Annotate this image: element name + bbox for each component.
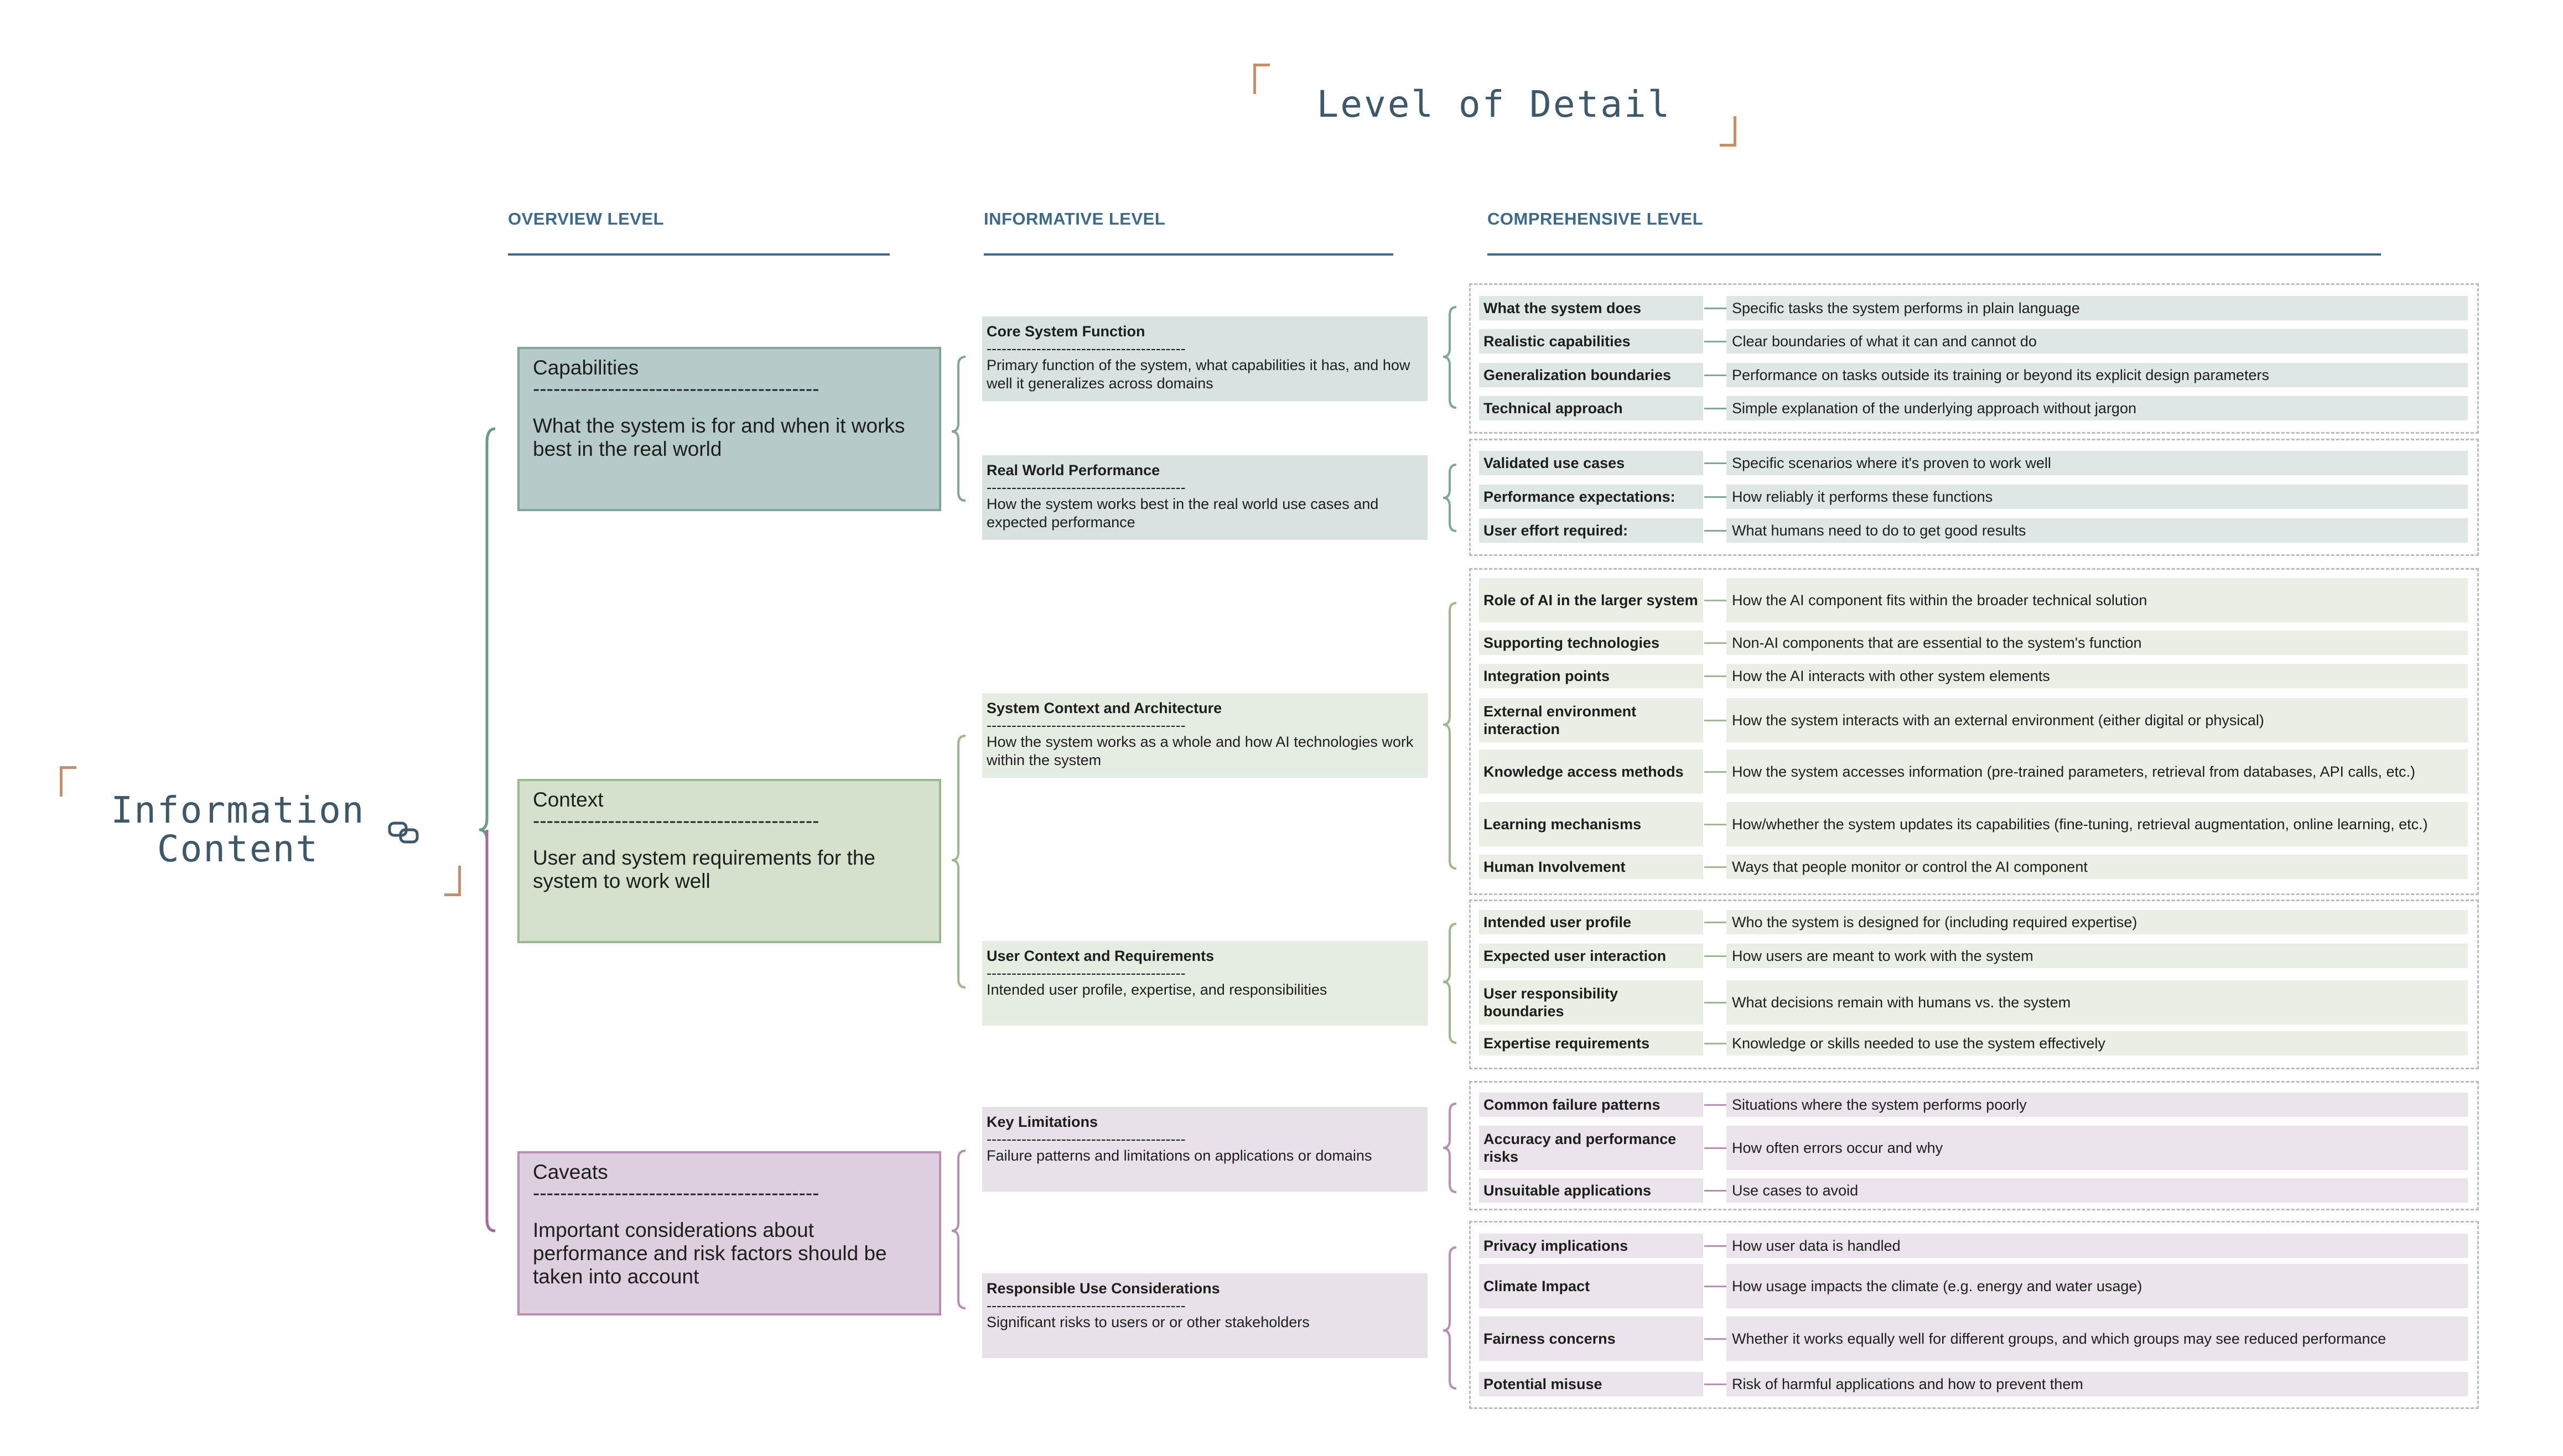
capabilities-title: Capabilities xyxy=(533,356,639,379)
row-label: Accuracy and performance risks xyxy=(1479,1126,1703,1170)
row-label: Fairness concerns xyxy=(1479,1317,1703,1361)
row-connector xyxy=(1704,675,1726,677)
row-connector xyxy=(1704,530,1726,532)
row-description: Risk of harmful applications and how to prevent them xyxy=(1726,1372,2468,1396)
comprehensive-level-header: COMPREHENSIVE LEVEL xyxy=(1487,209,2381,256)
row-connector xyxy=(1704,1338,1726,1340)
row-connector xyxy=(1704,600,1726,601)
user-context-box: User Context and Requirements ---------------------------------------- Intended user profile, expertise, and responsibilities xyxy=(982,941,1428,1026)
row-connector xyxy=(1704,1043,1726,1044)
row-label: Privacy implications xyxy=(1479,1234,1703,1258)
divider: ------------------------------------------ xyxy=(533,380,819,398)
row-label: Generalization boundaries xyxy=(1479,363,1703,387)
row-connector xyxy=(1704,866,1726,868)
row-connector xyxy=(1704,922,1726,923)
key-limitations-box: Key Limitations ---------------------------------------- Failure patterns and limitations on applications or domains xyxy=(982,1107,1428,1192)
real-world-performance-box: Real World Performance ---------------------------------------- How the system works best in the real world use cases and expected performance xyxy=(982,455,1428,540)
row-connector xyxy=(1704,642,1726,644)
row-label: Potential misuse xyxy=(1479,1372,1703,1396)
row-label: Performance expectations: xyxy=(1479,485,1703,509)
core-system-function-box: Core System Function ---------------------------------------- Primary function of the system, what capabilities it has, and how well it generalizes across domains xyxy=(982,316,1428,401)
row-label: Intended user profile xyxy=(1479,910,1703,934)
context-desc: User and system requirements for the system to work well xyxy=(533,846,875,892)
row-description: How the AI interacts with other system elements xyxy=(1726,664,2468,688)
row-connector xyxy=(1704,462,1726,464)
row-description: Use cases to avoid xyxy=(1726,1178,2468,1203)
row-label: Expected user interaction xyxy=(1479,944,1703,968)
row-description: What decisions remain with humans vs. the system xyxy=(1726,980,2468,1025)
row-description: How/whether the system updates its capabilities (fine-tuning, retrieval augmentation, online learning, etc.) xyxy=(1726,802,2468,846)
row-label: User responsibility boundaries xyxy=(1479,980,1703,1025)
row-description: Specific tasks the system performs in plain language xyxy=(1726,296,2468,320)
row-label: Realistic capabilities xyxy=(1479,329,1703,353)
row-description: How the AI component fits within the broader technical solution xyxy=(1726,578,2468,622)
row-label: Supporting technologies xyxy=(1479,631,1703,655)
row-connector xyxy=(1704,824,1726,825)
row-description: Knowledge or skills needed to use the system effectively xyxy=(1726,1031,2468,1055)
capabilities-box xyxy=(517,347,941,511)
row-connector xyxy=(1704,1190,1726,1192)
informative-level-header: INFORMATIVE LEVEL xyxy=(984,209,1393,256)
capabilities-desc: What the system is for and when it works best in the real world xyxy=(533,414,905,460)
row-description: How often errors occur and why xyxy=(1726,1126,2468,1170)
row-label: Validated use cases xyxy=(1479,451,1703,475)
row-description: Situations where the system performs poorly xyxy=(1726,1093,2468,1117)
row-label: Common failure patterns xyxy=(1479,1093,1703,1117)
context-box xyxy=(517,779,941,943)
row-description: How users are meant to work with the system xyxy=(1726,944,2468,968)
row-description: How user data is handled xyxy=(1726,1234,2468,1258)
row-description: Ways that people monitor or control the AI component xyxy=(1726,855,2468,879)
row-label: Climate Impact xyxy=(1479,1264,1703,1308)
row-description: How reliably it performs these functions xyxy=(1726,485,2468,509)
row-label: Unsuitable applications xyxy=(1479,1178,1703,1203)
row-connector xyxy=(1704,720,1726,721)
row-description: Whether it works equally well for different groups, and which groups may see reduced performance xyxy=(1726,1317,2468,1361)
row-description: Simple explanation of the underlying approach without jargon xyxy=(1726,396,2468,420)
row-label: Technical approach xyxy=(1479,396,1703,420)
row-connector xyxy=(1704,375,1726,376)
row-connector xyxy=(1704,955,1726,957)
page-title: Level of Detail xyxy=(1316,83,1672,126)
caveats-box xyxy=(517,1151,941,1315)
row-connector xyxy=(1704,341,1726,342)
row-connector xyxy=(1704,308,1726,309)
row-description: Clear boundaries of what it can and cannot do xyxy=(1726,329,2468,353)
row-connector xyxy=(1704,1286,1726,1287)
row-label: External environment interaction xyxy=(1479,698,1703,742)
row-connector xyxy=(1704,771,1726,773)
divider: ------------------------------------------ xyxy=(533,812,819,830)
row-label: Role of AI in the larger system xyxy=(1479,578,1703,622)
row-description: Performance on tasks outside its training or beyond its explicit design parameters xyxy=(1726,363,2468,387)
row-description: Specific scenarios where it's proven to work well xyxy=(1726,451,2468,475)
row-connector xyxy=(1704,1104,1726,1106)
responsible-use-box: Responsible Use Considerations ---------------------------------------- Significant risks to users or or other stakeholders xyxy=(982,1273,1428,1358)
row-connector xyxy=(1704,1147,1726,1149)
caveats-desc: Important considerations about performance and risk factors should be taken into account xyxy=(533,1219,887,1288)
row-label: User effort required: xyxy=(1479,518,1703,543)
row-description: Who the system is designed for (including required expertise) xyxy=(1726,910,2468,934)
context-title: Context xyxy=(533,788,604,811)
caveats-title: Caveats xyxy=(533,1161,608,1183)
information-content-title: Information Content xyxy=(111,789,365,870)
row-description: How usage impacts the climate (e.g. energy and water usage) xyxy=(1726,1264,2468,1308)
system-context-box: System Context and Architecture ---------------------------------------- How the system works as a whole and how AI technologies work within the system xyxy=(982,693,1428,778)
row-label: Learning mechanisms xyxy=(1479,802,1703,846)
row-description: What humans need to do to get good results xyxy=(1726,518,2468,543)
row-description: How the system accesses information (pre-trained parameters, retrieval from databases, API calls, etc.) xyxy=(1726,750,2468,794)
row-description: Non-AI components that are essential to the system's function xyxy=(1726,631,2468,655)
row-label: Knowledge access methods xyxy=(1479,750,1703,794)
row-label: Expertise requirements xyxy=(1479,1031,1703,1055)
row-connector xyxy=(1704,408,1726,409)
row-label: What the system does xyxy=(1479,296,1703,320)
row-connector xyxy=(1704,1002,1726,1003)
row-connector xyxy=(1704,496,1726,498)
row-label: Integration points xyxy=(1479,664,1703,688)
row-label: Human Involvement xyxy=(1479,855,1703,879)
row-connector xyxy=(1704,1245,1726,1247)
overview-level-header: OVERVIEW LEVEL xyxy=(508,209,890,256)
divider: ------------------------------------------ xyxy=(533,1184,819,1202)
row-connector xyxy=(1704,1384,1726,1385)
row-description: How the system interacts with an external environment (either digital or physical) xyxy=(1726,698,2468,742)
